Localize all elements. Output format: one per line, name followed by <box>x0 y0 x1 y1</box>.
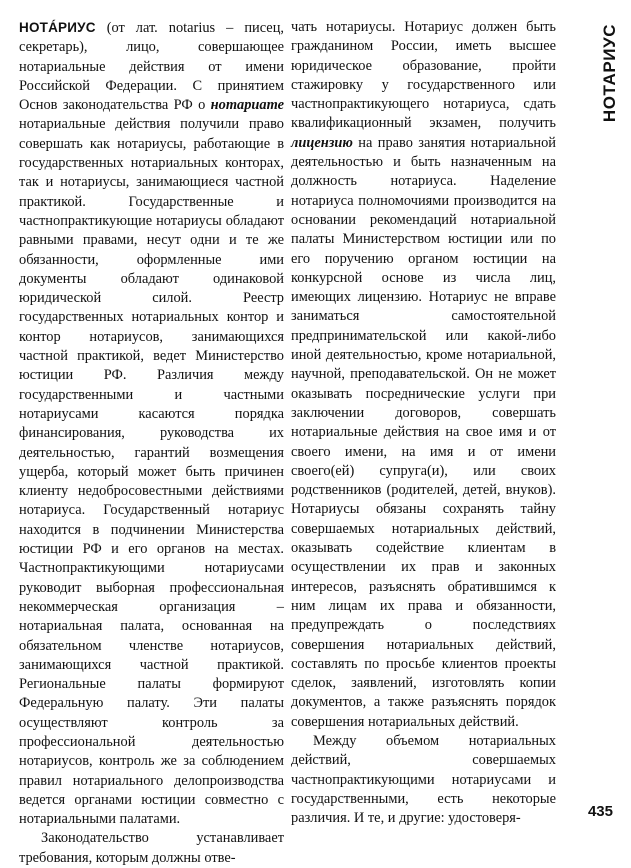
entry-paragraph <box>291 18 556 732</box>
text-column-right <box>291 18 556 828</box>
text-column-left <box>19 18 284 868</box>
entry-text: нотариальные действия получили право совершать как нотариусы, работающие в государственных нотариальных конторах, так и нотариусы, занимающиеся частной практикой. Государственные и частнопрактикующие нотариусы обладают равными правами, несут одни и те же обязанности, оформленные ими документы обладают одинаковой юридической силой. Реестр государственных нотариальных контор и контор нотариусов, занимающихся частной практикой, ведет Министерство юстиции РФ. Различия между государственными и частными нотариусами касаются порядка финансирования, руководства их деятельностью, гарантий возмещения ущерба, который может быть причинен клиенту недобросовестными действиями нотариуса. Государственный нотариус находится в подчинении Министерства юстиции РФ и его органов на местах. Частнопрактикующими нотариусами руководит выборная профессиональная некоммерческая организация – нотариальная палата, основанная на обязательном членстве нотариусов, занимающихся частной практикой. Региональные палаты формируют Федеральную палату. Эти палаты осуществляют контроль за профессиональной деятельностью нотариусов, контроль же за соблюдением правил нотариального делопроизводства ведется органами юстиции совместно с нотариальными палатами. <box>19 116 284 828</box>
running-head <box>595 18 625 128</box>
entry-paragraph: Между объемом нотариальных действий, совершаемых частнопрактикующими нотариусами и государственными, есть некоторые различия. И те, и другие: удостоверя- <box>291 732 556 827</box>
cross-reference-term: лицензию <box>291 134 353 151</box>
entry-text: (от лат. notarius – писец, секретарь), лицо, совершающее нотариальные действия от имени Российской Федерации. С принятием Основ законодательства РФ о <box>19 20 284 114</box>
cross-reference-term: нотариате <box>210 97 284 114</box>
entry-headword: НОТÁРИУС <box>19 20 96 35</box>
page-number: 435 <box>587 803 613 820</box>
entry-paragraph: Законодательство устанавливает требования, которым должны отве- <box>19 830 284 866</box>
entry-text: на право занятия нотариальной деятельностью и быть назначенным на должность нотариуса. Наделение нотариуса полномочиями производится на основании рекомендаций нотариальной палаты Министерством юстиции или по его поручению органом юстиции на конкурсной основе из числа лиц, имеющих лицензию. Нотариус не вправе заниматься самостоятельной предпринимательской или какой-либо иной деятельностью, кроме нотариальной, научной, преподавательской. Он не может оказывать посреднические услуги при заключении договоров, совершать нотариальные действия на свое имя и от своего имени, на имя и от имени своего(ей) супруга(и), или своих родственников (родителей, детей, внуков). Нотариусы обязаны сохранять тайну совершаемых нотариальных действий, оказывать содействие клиентам в осуществлении их прав и законных интересов, разъяснять обратившимся к ним лицам их права и обязанности, предупреждать о последствиях совершения нотариальных действий, составлять по просьбе клиентов проекты сделок, заявлений, изготовлять копии документов, а также разъяснять порядок совершения нотариальных действий. <box>291 134 556 730</box>
entry-paragraph <box>19 18 284 829</box>
running-head-label: НОТАРИУС <box>600 23 619 123</box>
entry-text: чать нотариусы. Нотариус должен быть гражданином России, иметь высшее юридическое образование, пройти стажировку у государственного или частнопрактикующего нотариуса, сдать квалификационный экзамен, получить <box>291 19 556 132</box>
